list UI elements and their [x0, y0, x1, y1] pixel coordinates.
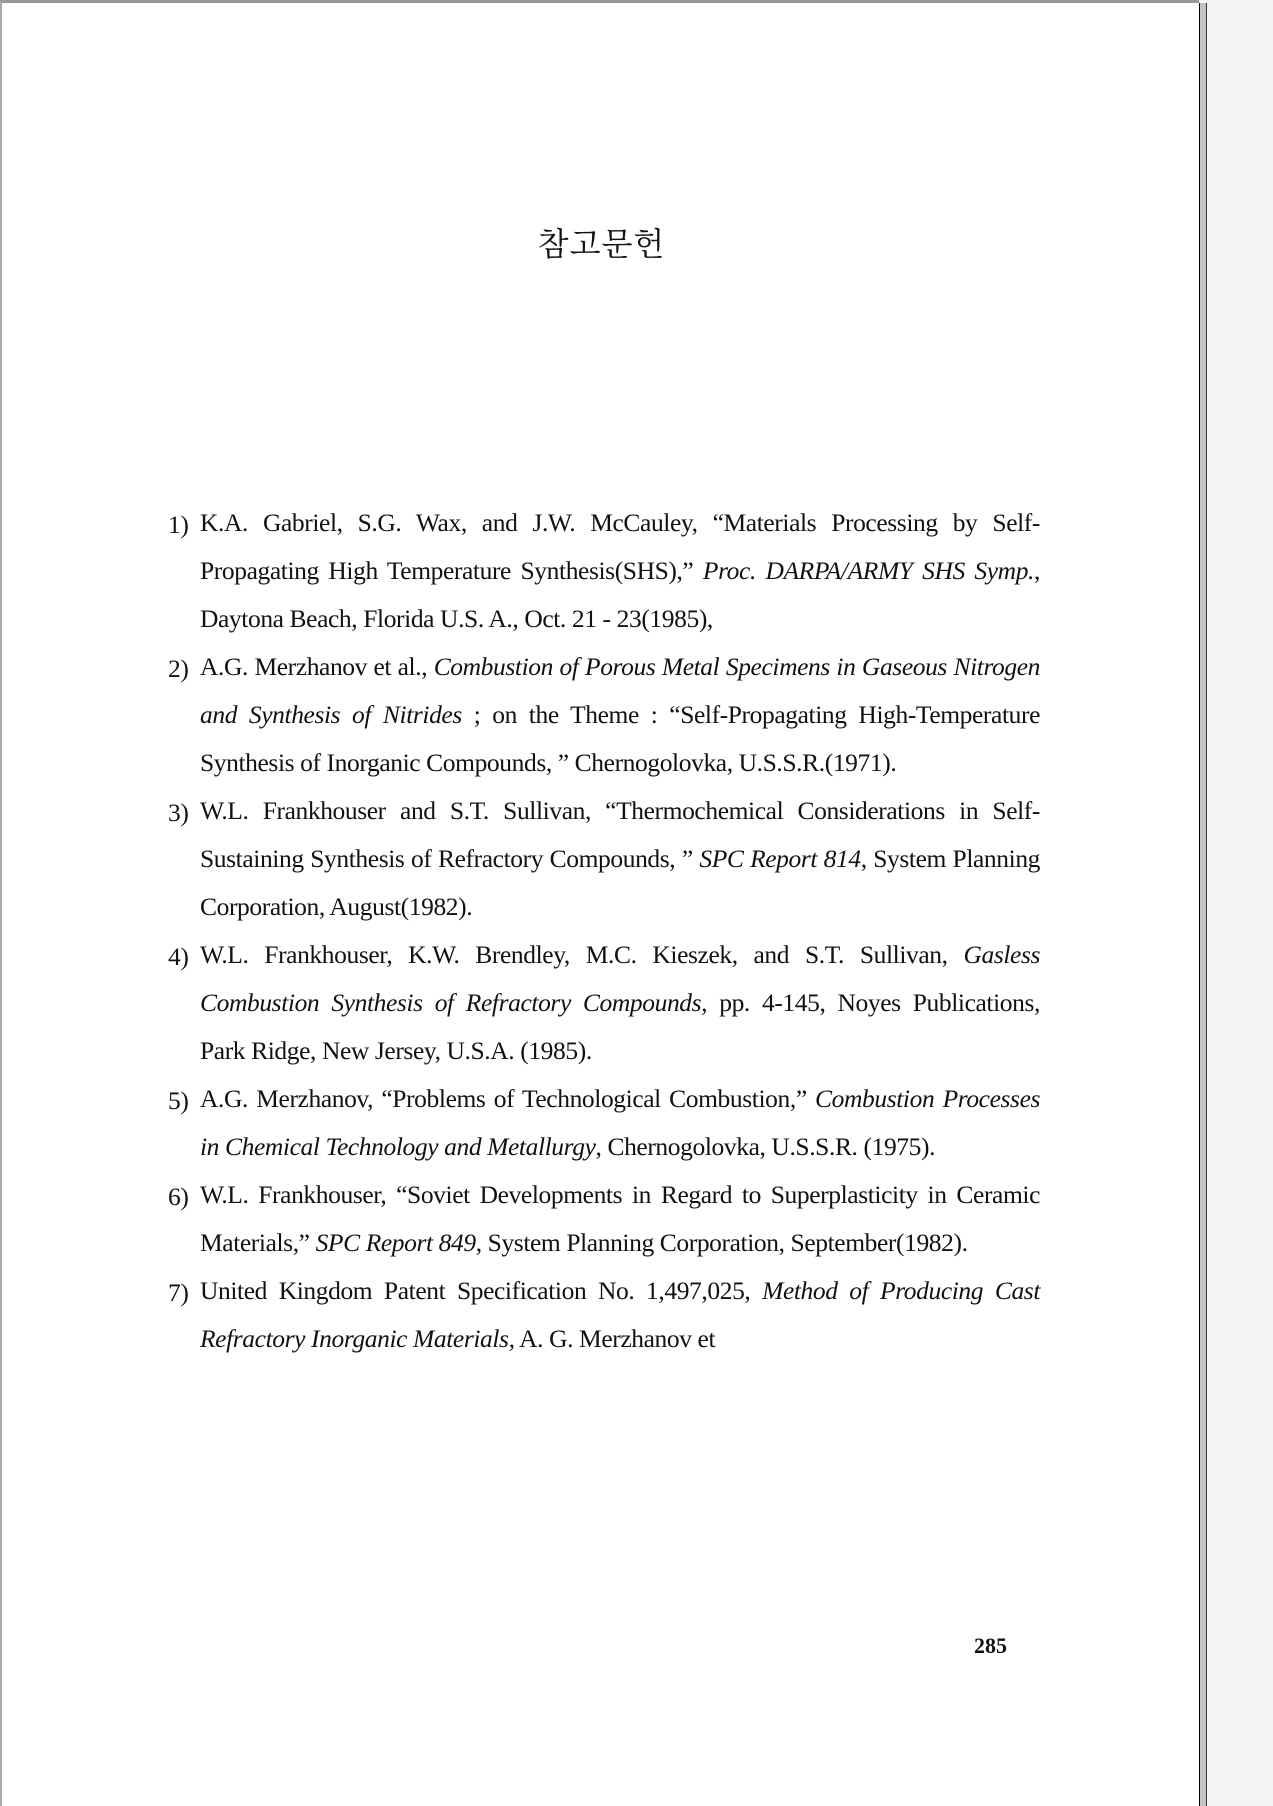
reference-list: [168, 499, 1040, 1363]
reference-item: [168, 1171, 1040, 1267]
reference-text: , Chernogolovka, U.S.S.R. (1975).: [595, 1132, 936, 1161]
reference-text: , Daytona Beach, Florida U.S. A., Oct. 21 - 23(1985),: [200, 556, 1041, 633]
reference-number: 6): [168, 1182, 189, 1211]
reference-text: A.G. Merzhanov, “Problems of Technological Combustion,”: [200, 1084, 816, 1113]
reference-text: A. G. Merzhanov et: [514, 1324, 716, 1353]
reference-number: 5): [168, 1086, 189, 1115]
reference-text: W.L. Frankhouser and S.T. Sullivan, “Thermochemical Considerations in Self-Sustaining Synthesis of Refractory Compounds, ”: [200, 796, 1040, 873]
reference-title-italic: Method of Producing Cast Refractory Inorganic Materials,: [200, 1276, 1040, 1353]
reference-text: K.A. Gabriel, S.G. Wax, and J.W. McCauley, “Materials Processing by Self-Propagating High Temperature Synthesis(SHS),”: [200, 508, 1040, 585]
reference-number: 1): [168, 510, 189, 539]
page-title: 참고문헌: [537, 226, 666, 262]
reference-item: [168, 1267, 1040, 1363]
reference-title-italic: Proc. DARPA/ARMY SHS Symp.: [702, 556, 1035, 585]
reference-text: , System Planning Corporation, September(1982).: [475, 1228, 968, 1257]
reference-item: [168, 1075, 1040, 1171]
reference-title-italic: Combustion of Porous Metal Specimens in Gaseous Nitrogen and Synthesis of Nitrides: [200, 652, 1040, 729]
reference-text: W.L. Frankhouser, K.W. Brendley, M.C. Kieszek, and S.T. Sullivan,: [200, 940, 964, 969]
reference-number: 3): [168, 798, 189, 827]
reference-number: 2): [168, 654, 189, 683]
reference-item: [168, 499, 1040, 643]
reference-item: [168, 931, 1040, 1075]
reference-text: United Kingdom Patent Specification No. 1,497,025,: [200, 1276, 763, 1305]
reference-text: ; on the Theme : “Self-Propagating High-Temperature Synthesis of Inorganic Compounds, ” Chernogolovka, U.S.S.R.(1971).: [200, 700, 1040, 777]
reference-number: 4): [168, 942, 189, 971]
reference-text: A.G. Merzhanov et al.,: [200, 652, 434, 681]
reference-item: [168, 643, 1040, 787]
reference-title-italic: SPC Report 849: [315, 1228, 476, 1257]
page-number: 285: [974, 1633, 1007, 1658]
reference-item: [168, 787, 1040, 931]
reference-title-italic: Combustion Processes in Chemical Technology and Metallurgy: [200, 1084, 1041, 1161]
reference-title-italic: Gasless Combustion Synthesis of Refractory Compounds,: [200, 940, 1040, 1017]
reference-text: W.L. Frankhouser, “Soviet Developments in Regard to Superplasticity in Ceramic Materials,”: [200, 1180, 1040, 1257]
reference-title-italic: SPC Report 814: [699, 844, 861, 873]
reference-text: pp. 4-145, Noyes Publications, Park Ridge, New Jersey, U.S.A. (1985).: [200, 988, 1040, 1065]
reference-text: , System Planning Corporation, August(1982).: [200, 844, 1041, 921]
page-edge: [1199, 3, 1207, 1806]
reference-number: 7): [168, 1278, 189, 1307]
